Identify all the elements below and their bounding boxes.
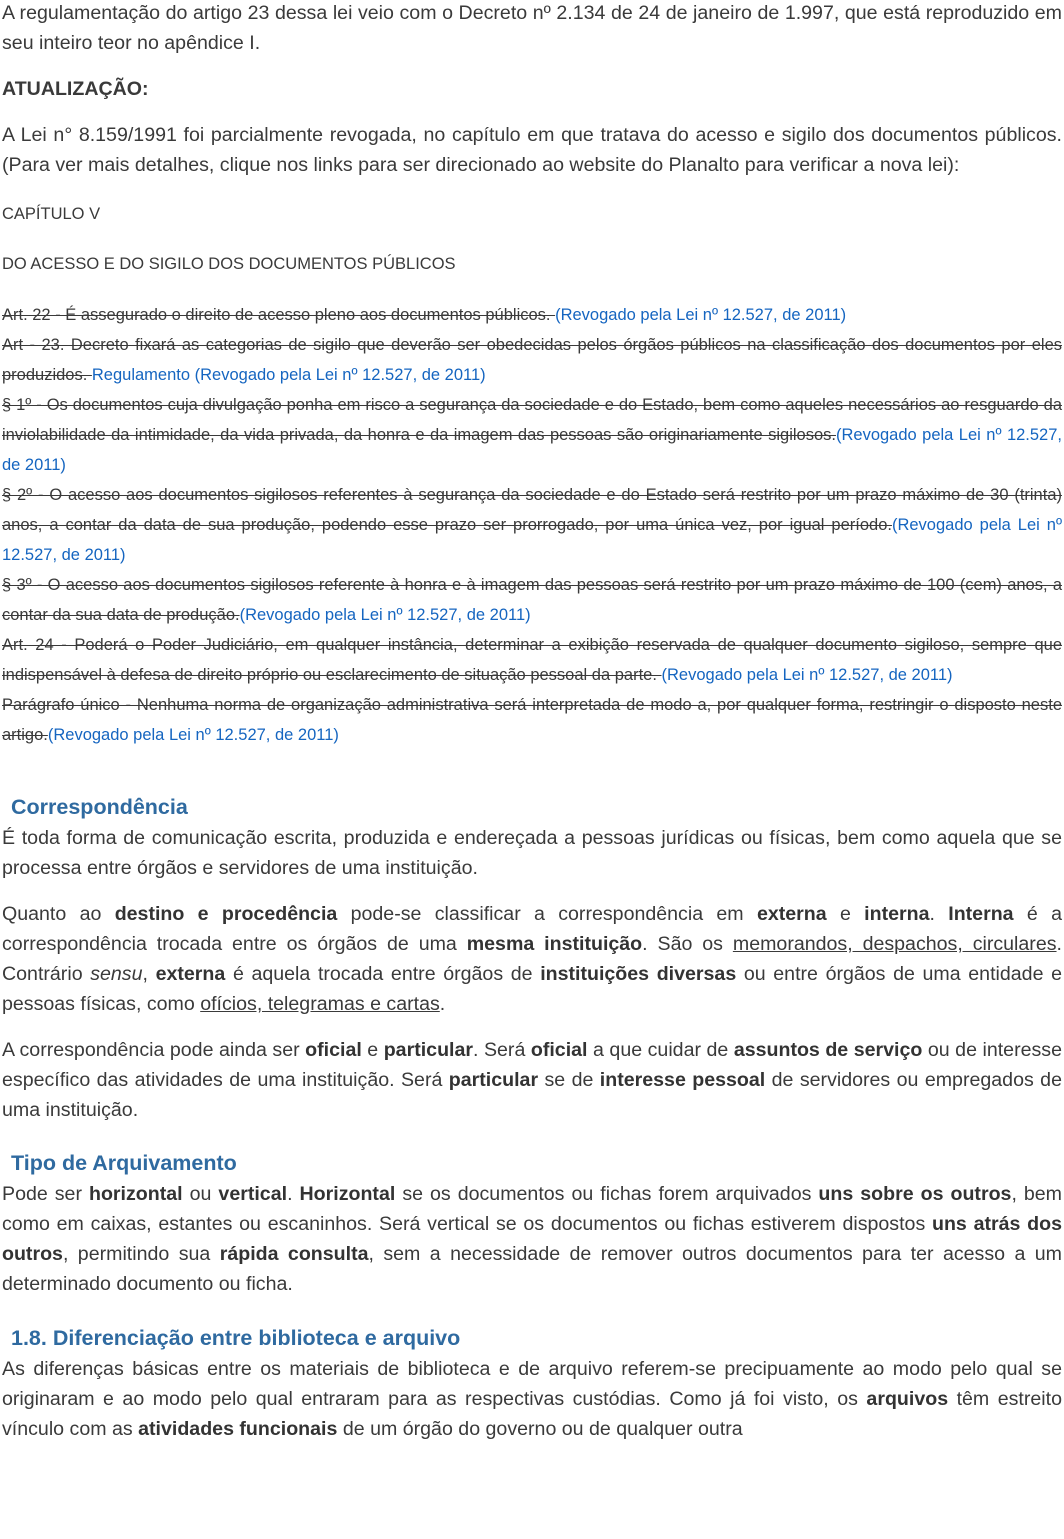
paragrafo-unico-text: Parágrafo único - Nenhuma norma de organização administrativa será interpretada de modo a, por qualquer forma, restringir o disposto neste artigo. bbox=[2, 696, 1062, 744]
atualizacao-heading: ATUALIZAÇÃO: bbox=[2, 78, 149, 100]
art22 bbox=[2, 300, 1062, 330]
paragrafo-unico bbox=[2, 690, 1062, 750]
par2 bbox=[2, 480, 1062, 570]
intro-paragraph: A regulamentação do artigo 23 dessa lei veio com o Decreto nº 2.134 de 24 de janeiro de 1.997, que está reproduzido em seu inteiro teor no apêndice I. bbox=[2, 2, 1062, 54]
par3-revoked-link[interactable]: (Revogado pela Lei nº 12.527, de 2011) bbox=[239, 606, 531, 624]
art23-regulamento-link[interactable]: Regulamento bbox=[91, 366, 195, 384]
correspondencia-p2: Quanto ao destino e procedência pode-se classificar a correspondência em externa e interna. Interna é a correspondência trocada entre os órgãos de uma mesma instituição. São os memorandos, despachos, circulares. Contrário sensu, externa é aquela trocada entre órgãos de instituições diversas ou entre órgãos de uma entidade e pessoas físicas, como ofícios, telegramas e cartas. bbox=[2, 903, 1062, 1015]
underlined-examples-internal: memorandos, despachos, circulares bbox=[732, 933, 1057, 955]
capitulo-subtitle: DO ACESSO E DO SIGILO DOS DOCUMENTOS PÚBLICOS bbox=[2, 255, 456, 273]
diferenciacao-p1: As diferenças básicas entre os materiais de biblioteca e de arquivo referem-se precipuamente ao modo pelo qual se originaram e ao modo pelo qual entraram para as respectivas custódias. Como já foi visto, os arquivos têm estreito vínculo com as atividades funcionais de um órgão do governo ou de qualquer outra bbox=[2, 1358, 1062, 1440]
art23-text: Art - 23. Decreto fixará as categorias de sigilo que deverão ser obedecidas pelos órgãos públicos na classificação dos documentos por eles produzidos. bbox=[2, 336, 1062, 384]
art24 bbox=[2, 630, 1062, 690]
section-heading-diferenciacao: 1.8. Diferenciação entre biblioteca e arquivo bbox=[11, 1326, 461, 1350]
section-heading-tipo-arquivamento: Tipo de Arquivamento bbox=[11, 1151, 237, 1175]
art22-revoked-link[interactable]: (Revogado pela Lei nº 12.527, de 2011) bbox=[555, 306, 847, 324]
paragrafo-unico-revoked-link[interactable]: (Revogado pela Lei nº 12.527, de 2011) bbox=[47, 726, 339, 744]
par3-text: § 3º - O acesso aos documentos sigilosos referente à honra e à imagem das pessoas será restrito por um prazo máximo de 100 (cem) anos, a contar da sua data de produção. bbox=[2, 576, 1062, 624]
par2-text: § 2º - O acesso aos documentos sigilosos referentes à segurança da sociedade e do Estado será restrito por um prazo máximo de 30 (trinta) anos, a contar da data de sua produção, podendo esse prazo ser prorrogado, por uma única vez, por igual período. bbox=[2, 486, 1062, 534]
art23 bbox=[2, 330, 1062, 390]
capitulo-title: CAPÍTULO V bbox=[2, 205, 101, 223]
articles-block bbox=[2, 300, 1062, 750]
art24-revoked-link[interactable]: (Revogado pela Lei nº 12.527, de 2011) bbox=[661, 666, 953, 684]
atualizacao-paragraph: A Lei n° 8.159/1991 foi parcialmente revogada, no capítulo em que tratava do acesso e sigilo dos documentos públicos. (Para ver mais detalhes, clique nos links para ser direcionado ao website do Planalto para verificar a nova lei): bbox=[2, 124, 1062, 176]
par1-revoked-link[interactable]: (Revogado pela Lei nº 12.527, de 2011) bbox=[2, 426, 1062, 474]
art22-text: Art. 22 - É assegurado o direito de acesso pleno aos documentos públicos. bbox=[2, 306, 556, 324]
section-heading-correspondencia: Correspondência bbox=[11, 795, 188, 819]
correspondencia-p3: A correspondência pode ainda ser oficial e particular. Será oficial a que cuidar de assuntos de serviço ou de interesse específico das atividades de uma instituição. Será particular se de interesse pessoal de servidores ou empregados de uma instituição. bbox=[2, 1039, 1062, 1121]
par1 bbox=[2, 390, 1062, 480]
par2-revoked-link[interactable]: (Revogado pela Lei nº 12.527, de 2011) bbox=[2, 516, 1062, 564]
tipo-p1: Pode ser horizontal ou vertical. Horizontal se os documentos ou fichas forem arquivados uns sobre os outros, bem como em caixas, estantes ou escaninhos. Será vertical se os documentos ou fichas estiverem dispostos uns atrás dos outros, permitindo sua rápida consulta, sem a necessidade de remover outros documentos para ter acesso a um determinado documento ou ficha. bbox=[2, 1183, 1063, 1295]
par3 bbox=[2, 570, 1062, 630]
art23-revoked-link[interactable]: (Revogado pela Lei nº 12.527, de 2011) bbox=[194, 366, 486, 384]
correspondencia-p1: É toda forma de comunicação escrita, produzida e endereçada a pessoas jurídicas ou físicas, bem como aquela que se processa entre órgãos e servidores de uma instituição. bbox=[2, 827, 1062, 879]
par1-text: § 1º - Os documentos cuja divulgação ponha em risco a segurança da sociedade e do Estado, bem como aqueles necessários ao resguardo da inviolabilidade da intimidade, da vida privada, da honra e da imagem das pessoas são originariamente sigilosos. bbox=[2, 396, 1062, 444]
art24-text: Art. 24 - Poderá o Poder Judiciário, em qualquer instância, determinar a exibição reservada de qualquer documento sigiloso, sempre que indispensável à defesa de direito próprio ou esclarecimento de situação pessoal da parte. bbox=[2, 636, 1062, 684]
underlined-examples-external: ofícios, telegramas e cartas bbox=[200, 993, 440, 1015]
